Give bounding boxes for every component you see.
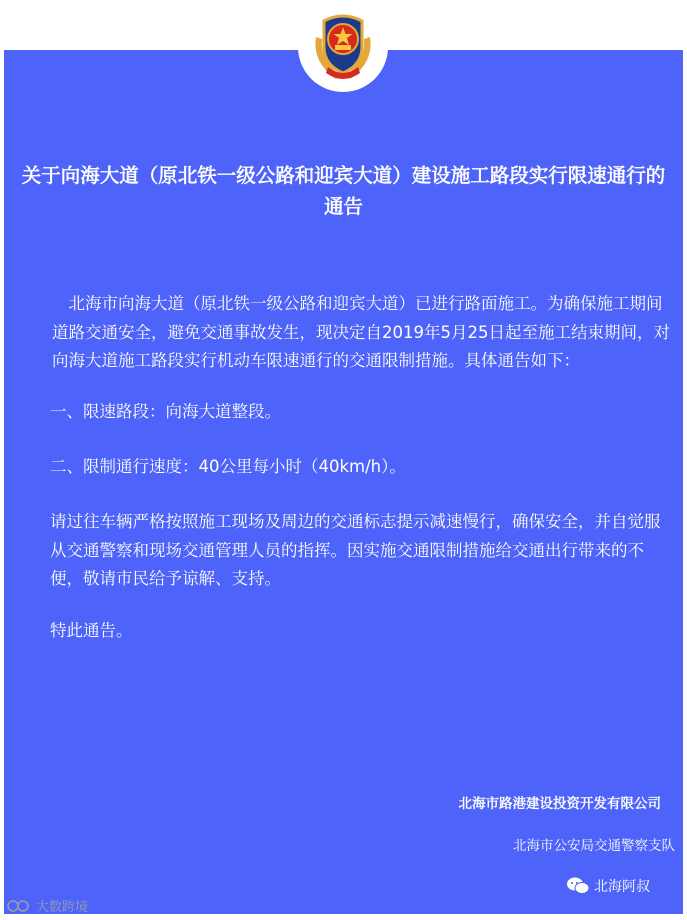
police-emblem xyxy=(298,0,388,92)
signatory-company: 北海市路港建设投资开发有限公司 xyxy=(458,796,661,812)
signatory-police: 北海市公安局交通警察支队 xyxy=(513,838,675,854)
notice-paragraph-intro: 北海市向海大道（原北铁一级公路和迎宾大道）已进行路面施工。为确保施工期间道路交通安全，避免交通事故发生，现决定自2019年5月25日起至施工结束期间，对向海大道施工路段实行机动车限速通行的交通限制措施。具体通告如下： xyxy=(52,294,670,370)
watermark-left-text: 大数跨境 xyxy=(36,900,89,915)
watermark-logo-icon xyxy=(6,899,32,913)
watermark-right xyxy=(566,876,650,896)
notice-closing: 特此通告。 xyxy=(50,621,133,640)
wechat-icon xyxy=(566,876,590,896)
notice-title: 关于向海大道（原北铁一级公路和迎宾大道）建设施工路段实行限速通行的通告 xyxy=(21,164,666,218)
notice-item-1: 一、限速路段：向海大道整段。 xyxy=(50,402,281,421)
notice-item-2: 二、限制通行速度：40公里每小时（40km/h）。 xyxy=(50,457,406,476)
police-emblem-icon xyxy=(306,7,380,85)
notice-paragraph-request: 请过往车辆严格按照施工现场及周边的交通标志提示减速慢行，确保安全，并自觉服从交通警察和现场交通管理人员的指挥。因实施交通限制措施给交通出行带来的不便，敬请市民给予谅解、支持。 xyxy=(50,512,661,588)
watermark-right-text: 北海阿叔 xyxy=(594,879,650,895)
watermark-left xyxy=(6,896,88,915)
